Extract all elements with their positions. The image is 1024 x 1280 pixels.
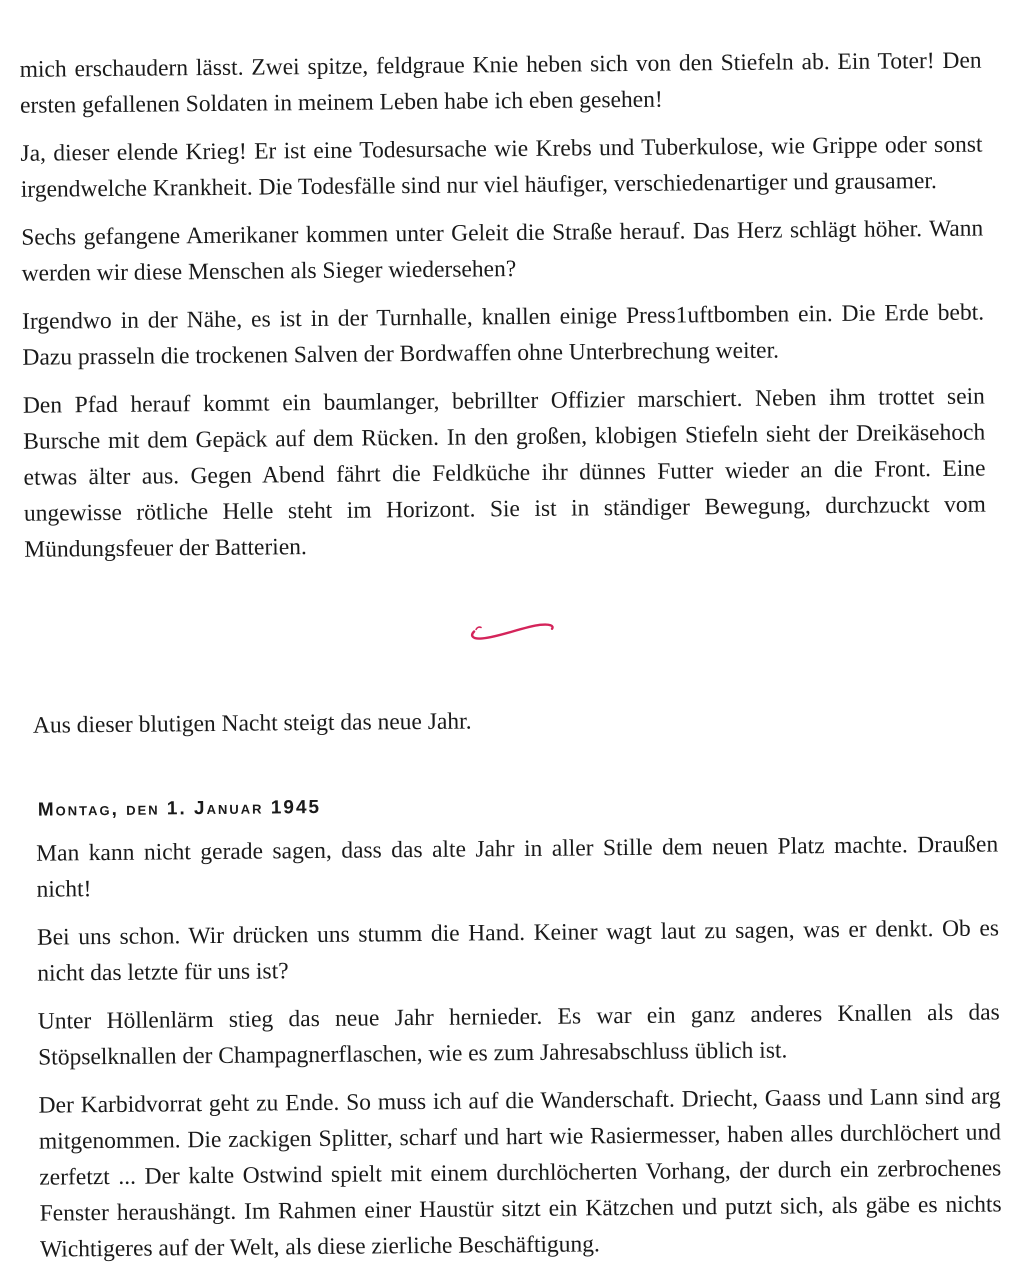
top-text-section	[19, 43, 986, 580]
paragraph: Man kann nicht gerade sagen, dass das alte Jahr in aller Stille dem neuen Platz machte. Draußen nicht!	[36, 831, 999, 903]
paragraph: Sechs gefangene Amerikaner kommen unter Geleit die Straße herauf. Das Herz schlägt höher. Wann werden wir diese Menschen als Sieger wiedersehen?	[21, 215, 984, 287]
paragraph: mich erschaudern lässt. Zwei spitze, feldgraue Knie heben sich von den Stiefeln ab. Ein Toter! Den ersten gefallenen Soldaten in meinem Leben habe ich eben gesehen!	[19, 47, 982, 119]
paragraph: Unter Höllenlärm stieg das neue Jahr hernieder. Es war ein ganz anderes Knallen als das Stöpselknallen der Champagnerflaschen, wie es zum Jahresabschluss üblich ist.	[37, 999, 1000, 1071]
paragraph: Der Karbidvorrat geht zu Ende. So muss ich auf die Wanderschaft. Driecht, Gaass und Lann sind arg mitgenommen. Die zackigen Splitter, scharf und hart wie Rasiermesser, haben alles durchlöchert und zerfetzt ... Der kalte Ostwind spielt mit einem durchlöcherten Vorhang, der durch ein zerbrochenes Fenster heraushängt. Im Rahmen einer Haustür sitzt ein Kätzchen und putzt sich, als gäbe es nichts Wichtigeres auf der Welt, als diese zierliche Beschäftigung.	[38, 1083, 1002, 1263]
flourish-ornament-icon	[468, 617, 558, 648]
paragraph: Ja, dieser elende Krieg! Er ist eine Todesursache wie Krebs und Tuberkulose, wie Grippe oder sonst irgendwelche Krankheit. Die Todesfälle sind nur viel häufiger, verschiedenartiger und grausamer.	[20, 131, 983, 203]
paragraph: Bei uns schon. Wir drücken uns stumm die Hand. Keiner wagt laut zu sagen, was er denkt. Ob es nicht das letzte für uns ist?	[36, 915, 1000, 987]
diary-entry-heading: Montag, den 1. Januar 1945	[37, 796, 322, 821]
paragraph: Irgendwo in der Nähe, es ist in der Turnhalle, knallen einige Press1uftbomben ein. Die Erde bebt. Dazu prasseln die trockenen Salven der Bordwaffen ohne Unterbrechung weiter.	[21, 299, 985, 371]
closing-line: Aus dieser blutigen Nacht steigt das neue Jahr.	[32, 708, 472, 739]
diary-entry-body	[36, 826, 1002, 1279]
paragraph: Den Pfad herauf kommt ein baumlanger, bebrillter Offizier marschiert. Neben ihm trottet sein Bursche mit dem Gepäck auf dem Rücken. In den großen, klobigen Stiefeln sieht der Dreikäsehoch etwas älter aus. Gegen Abend fährt die Feldküche ihr dünnes Futter wieder an die Front. Eine ungewisse rötliche Helle steht im Horizont. Sie ist in ständiger Bewegung, durchzuckt vom Mündungsfeuer der Batterien.	[22, 383, 987, 563]
